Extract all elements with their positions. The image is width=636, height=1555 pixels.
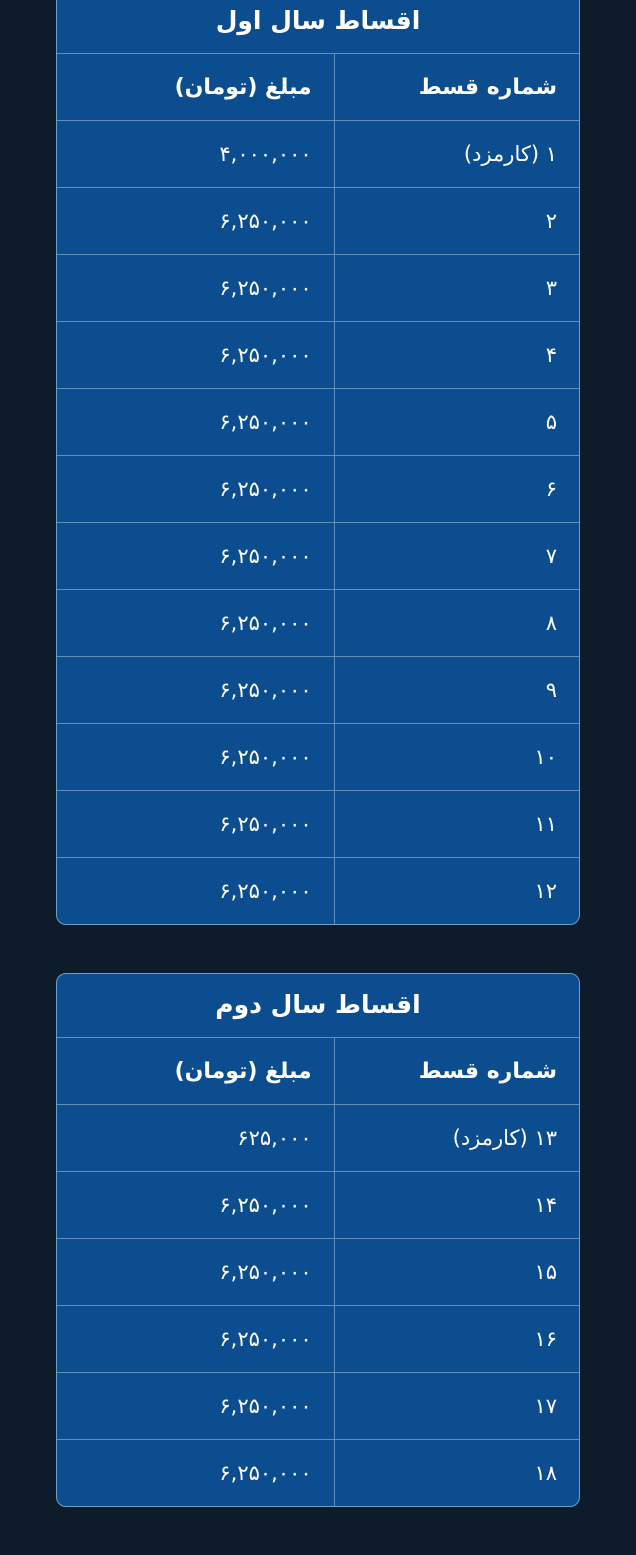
table-row bbox=[57, 1305, 579, 1372]
installment-number: ۱۶ bbox=[334, 1306, 579, 1372]
table-row bbox=[57, 790, 579, 857]
installment-amount: ۶,۲۵۰,۰۰۰ bbox=[219, 611, 312, 635]
installment-number: ۱۰ bbox=[334, 724, 579, 790]
installment-amount: ۶,۲۵۰,۰۰۰ bbox=[219, 812, 312, 836]
column-header-amount: مبلغ (تومان) bbox=[174, 74, 312, 100]
table-row bbox=[57, 1372, 579, 1439]
table-row bbox=[57, 455, 579, 522]
installment-amount: ۶,۲۵۰,۰۰۰ bbox=[219, 745, 312, 769]
table-row bbox=[57, 1104, 579, 1171]
installment-amount: ۶۲۵,۰۰۰ bbox=[237, 1126, 312, 1150]
table-row bbox=[57, 589, 579, 656]
installment-amount: ۶,۲۵۰,۰۰۰ bbox=[219, 1461, 312, 1485]
installment-amount: ۶,۲۵۰,۰۰۰ bbox=[219, 678, 312, 702]
table-header-row-year-two bbox=[57, 1037, 579, 1104]
installment-number: ۱۸ bbox=[334, 1440, 579, 1506]
card-title-year-two: اقساط سال دوم bbox=[215, 990, 421, 1019]
installment-number: ۱ (کارمزد) bbox=[334, 121, 579, 187]
installment-amount: ۶,۲۵۰,۰۰۰ bbox=[219, 879, 312, 903]
installment-amount: ۶,۲۵۰,۰۰۰ bbox=[219, 209, 312, 233]
installment-number: ۶ bbox=[334, 456, 579, 522]
installment-number: ۱۳ (کارمزد) bbox=[334, 1105, 579, 1171]
installment-amount: ۶,۲۵۰,۰۰۰ bbox=[219, 477, 312, 501]
table-row bbox=[57, 187, 579, 254]
column-header-amount: مبلغ (تومان) bbox=[174, 1058, 312, 1084]
installment-number: ۳ bbox=[334, 255, 579, 321]
table-row bbox=[57, 522, 579, 589]
installments-card-year-one bbox=[56, 0, 580, 925]
table-row bbox=[57, 857, 579, 924]
installment-amount: ۶,۲۵۰,۰۰۰ bbox=[219, 1394, 312, 1418]
column-header-installment: شماره قسط bbox=[334, 1038, 579, 1104]
table-row bbox=[57, 120, 579, 187]
installment-number: ۱۵ bbox=[334, 1239, 579, 1305]
card-title-year-one: اقساط سال اول bbox=[215, 6, 421, 35]
installment-amount: ۶,۲۵۰,۰۰۰ bbox=[219, 544, 312, 568]
installments-card-year-two bbox=[56, 973, 580, 1507]
table-header-row-year-one bbox=[57, 53, 579, 120]
installment-number: ۵ bbox=[334, 389, 579, 455]
installment-amount: ۶,۲۵۰,۰۰۰ bbox=[219, 343, 312, 367]
table-row bbox=[57, 1238, 579, 1305]
installment-number: ۱۱ bbox=[334, 791, 579, 857]
table-row bbox=[57, 1171, 579, 1238]
installment-amount: ۶,۲۵۰,۰۰۰ bbox=[219, 410, 312, 434]
installment-amount: ۶,۲۵۰,۰۰۰ bbox=[219, 1327, 312, 1351]
installment-number: ۱۷ bbox=[334, 1373, 579, 1439]
installment-number: ۴ bbox=[334, 322, 579, 388]
installment-amount: ۴,۰۰۰,۰۰۰ bbox=[219, 142, 312, 166]
installment-number: ۱۲ bbox=[334, 858, 579, 924]
table-row bbox=[57, 723, 579, 790]
installment-number: ۲ bbox=[334, 188, 579, 254]
table-row bbox=[57, 388, 579, 455]
installment-number: ۸ bbox=[334, 590, 579, 656]
installment-number: ۹ bbox=[334, 657, 579, 723]
table-row bbox=[57, 321, 579, 388]
table-row bbox=[57, 254, 579, 321]
installment-amount: ۶,۲۵۰,۰۰۰ bbox=[219, 1193, 312, 1217]
installment-amount: ۶,۲۵۰,۰۰۰ bbox=[219, 276, 312, 300]
installment-amount: ۶,۲۵۰,۰۰۰ bbox=[219, 1260, 312, 1284]
installment-number: ۷ bbox=[334, 523, 579, 589]
column-header-installment: شماره قسط bbox=[334, 54, 579, 120]
installment-number: ۱۴ bbox=[334, 1172, 579, 1238]
table-row bbox=[57, 1439, 579, 1506]
table-row bbox=[57, 656, 579, 723]
